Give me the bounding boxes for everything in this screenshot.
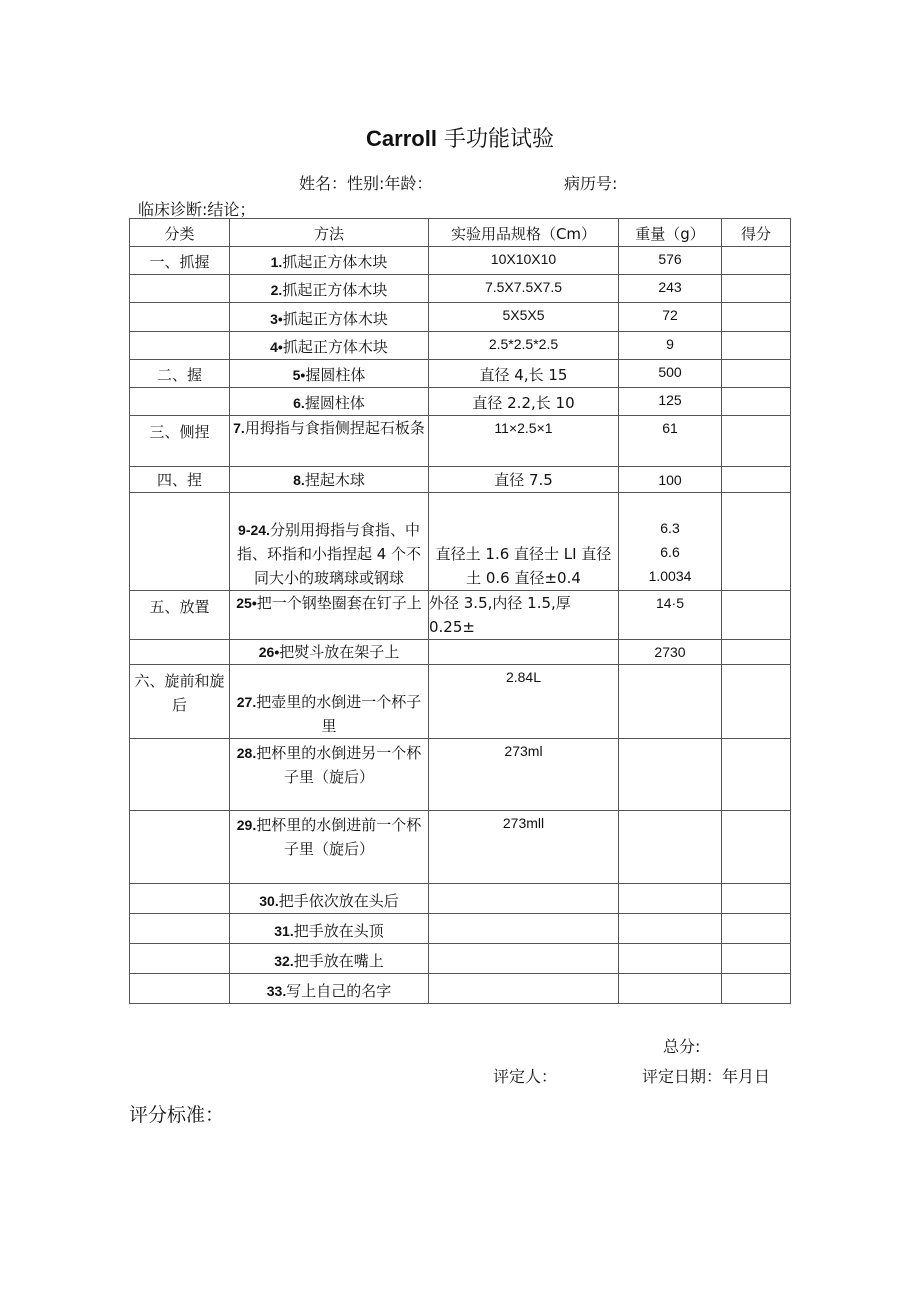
- weight-cell: [619, 665, 722, 739]
- table-row: [130, 275, 791, 303]
- table-row: [130, 914, 791, 944]
- patient-info-line: 姓名：性别:年龄：: [299, 174, 433, 193]
- spec-cell: 直径 7.5: [429, 467, 619, 493]
- test-table: [129, 218, 791, 1004]
- category-cell: [130, 640, 230, 665]
- weight-cell: [619, 884, 722, 914]
- spec-cell: [429, 884, 619, 914]
- total-score-label: 总分:: [663, 1037, 701, 1056]
- category-cell: 二、握: [130, 360, 230, 388]
- spec-cell: [429, 640, 619, 665]
- spec-cell: [429, 914, 619, 944]
- method-cell: 9-24.分别用拇指与食指、中指、环指和小指捏起 4 个不同大小的玻璃球或钢球: [230, 493, 429, 591]
- method-cell: 27.把壶里的水倒进一个杯子里: [230, 665, 429, 739]
- table-row: [130, 332, 791, 360]
- score-cell: [722, 467, 791, 493]
- table-row: [130, 974, 791, 1004]
- table-header-row: [130, 219, 791, 247]
- spec-cell: 11×2.5×1: [429, 416, 619, 467]
- weight-cell: 9: [619, 332, 722, 360]
- method-cell: 25•把一个钢垫圈套在钉子上: [230, 591, 429, 640]
- category-cell: [130, 944, 230, 974]
- weight-cell: 72: [619, 303, 722, 332]
- header-method: 方法: [230, 219, 429, 247]
- method-cell: 1.抓起正方体木块: [230, 247, 429, 275]
- table-row: [130, 884, 791, 914]
- method-cell: 30.把手依次放在头后: [230, 884, 429, 914]
- category-cell: 五、放置: [130, 591, 230, 640]
- table-row: [130, 416, 791, 467]
- spec-cell: 5X5X5: [429, 303, 619, 332]
- weight-cell: 6.3 6.6 1.0034: [619, 493, 722, 591]
- score-cell: [722, 944, 791, 974]
- score-cell: [722, 332, 791, 360]
- category-cell: [130, 303, 230, 332]
- table-row: [130, 591, 791, 640]
- spec-cell: 273ml: [429, 739, 619, 811]
- weight-cell: 61: [619, 416, 722, 467]
- table-row: [130, 360, 791, 388]
- category-cell: [130, 493, 230, 591]
- weight-cell: [619, 914, 722, 944]
- weight-cell: 2730: [619, 640, 722, 665]
- spec-cell: 直径 2.2,长 10: [429, 388, 619, 416]
- score-cell: [722, 247, 791, 275]
- method-cell: 31.把手放在头顶: [230, 914, 429, 944]
- title-english: Carroll: [366, 126, 437, 151]
- category-cell: 六、旋前和旋后: [130, 665, 230, 739]
- score-cell: [722, 739, 791, 811]
- method-cell: 29.把杯里的水倒进前一个杯子里（旋后）: [230, 811, 429, 884]
- method-cell: 28.把杯里的水倒进另一个杯子里（旋后）: [230, 739, 429, 811]
- scoring-criteria-heading: 评分标准：: [129, 1104, 225, 1126]
- category-cell: [130, 275, 230, 303]
- weight-cell: [619, 944, 722, 974]
- evaluation-date-label: 评定日期：年月日: [642, 1067, 771, 1086]
- header-category: 分类: [130, 219, 230, 247]
- method-cell: 4•抓起正方体木块: [230, 332, 429, 360]
- case-number-label: 病历号:: [564, 174, 618, 193]
- method-cell: 7.用拇指与食指侧捏起石板条: [230, 416, 429, 467]
- document-title: [0, 122, 920, 153]
- spec-cell: 7.5X7.5X7.5: [429, 275, 619, 303]
- weight-cell: [619, 811, 722, 884]
- weight-cell: 576: [619, 247, 722, 275]
- weight-cell: 100: [619, 467, 722, 493]
- score-cell: [722, 360, 791, 388]
- score-cell: [722, 665, 791, 739]
- header-weight: 重量（g）: [619, 219, 722, 247]
- table-row: [130, 388, 791, 416]
- table-row: [130, 739, 791, 811]
- spec-cell: 273mll: [429, 811, 619, 884]
- method-cell: 6.握圆柱体: [230, 388, 429, 416]
- header-spec: 实验用品规格（Cm）: [429, 219, 619, 247]
- score-cell: [722, 493, 791, 591]
- diagnosis-line: 临床诊断:结论；: [138, 200, 256, 219]
- weight-cell: 243: [619, 275, 722, 303]
- spec-cell: [429, 974, 619, 1004]
- spec-cell: 2.5*2.5*2.5: [429, 332, 619, 360]
- header-score: 得分: [722, 219, 791, 247]
- method-cell: 33.写上自己的名字: [230, 974, 429, 1004]
- score-cell: [722, 974, 791, 1004]
- score-cell: [722, 388, 791, 416]
- table-row: [130, 665, 791, 739]
- method-cell: 32.把手放在嘴上: [230, 944, 429, 974]
- table-row: [130, 247, 791, 275]
- category-cell: [130, 811, 230, 884]
- spec-cell: 直径 4,长 15: [429, 360, 619, 388]
- method-cell: 5•握圆柱体: [230, 360, 429, 388]
- category-cell: 一、抓握: [130, 247, 230, 275]
- spec-cell: [429, 944, 619, 974]
- table-row: [130, 303, 791, 332]
- table-row: [130, 944, 791, 974]
- spec-cell: 直径土 1.6 直径士 LI 直径土 0.6 直径±0.4: [429, 493, 619, 591]
- method-cell: 26•把熨斗放在架子上: [230, 640, 429, 665]
- evaluator-label: 评定人：: [493, 1067, 558, 1086]
- category-cell: [130, 739, 230, 811]
- weight-cell: 14·5: [619, 591, 722, 640]
- weight-cell: [619, 974, 722, 1004]
- method-cell: 8.捏起木球: [230, 467, 429, 493]
- table-row: [130, 467, 791, 493]
- category-cell: 四、捏: [130, 467, 230, 493]
- category-cell: 三、侧捏: [130, 416, 230, 467]
- score-cell: [722, 591, 791, 640]
- category-cell: [130, 332, 230, 360]
- table-row: [130, 640, 791, 665]
- weight-cell: [619, 739, 722, 811]
- score-cell: [722, 416, 791, 467]
- spec-cell: 10X10X10: [429, 247, 619, 275]
- category-cell: [130, 974, 230, 1004]
- table-row: [130, 493, 791, 591]
- spec-cell: 2.84L: [429, 665, 619, 739]
- score-cell: [722, 914, 791, 944]
- method-cell: 3•抓起正方体木块: [230, 303, 429, 332]
- weight-cell: 500: [619, 360, 722, 388]
- score-cell: [722, 640, 791, 665]
- category-cell: [130, 914, 230, 944]
- table-row: [130, 811, 791, 884]
- category-cell: [130, 884, 230, 914]
- spec-cell: 外径 3.5,内径 1.5,厚 0.25±: [429, 591, 619, 640]
- title-chinese: 手功能试验: [443, 127, 554, 152]
- method-cell: 2.抓起正方体木块: [230, 275, 429, 303]
- score-cell: [722, 303, 791, 332]
- weight-cell: 125: [619, 388, 722, 416]
- score-cell: [722, 275, 791, 303]
- category-cell: [130, 388, 230, 416]
- score-cell: [722, 811, 791, 884]
- score-cell: [722, 884, 791, 914]
